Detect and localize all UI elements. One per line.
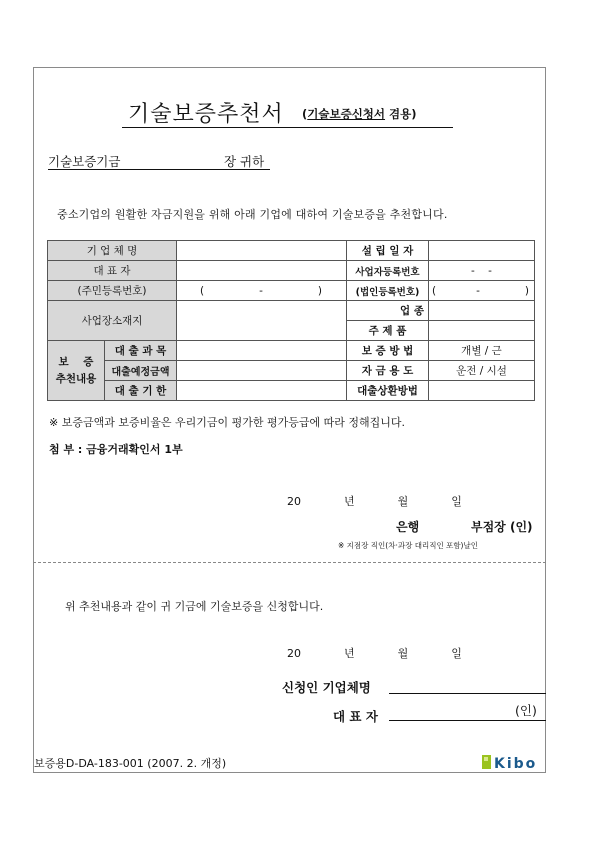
loan-period-field[interactable] [177,381,347,401]
label-resident-no: (주민등록번호) [48,281,177,301]
table-row [48,341,535,361]
kibo-logo [482,753,542,771]
repay-method-field[interactable] [429,381,535,401]
corp-reg-field[interactable]: ( - ) [429,281,535,301]
label-corp-reg-no: (법인등록번호) [347,281,429,301]
label-address: 사업장소재지 [48,301,177,341]
label-biz-reg-no: 사업자등록번호 [347,261,429,281]
recommendation-table [47,240,535,401]
addressee-honorific: 장 귀하 [224,154,265,169]
label-loan-period: 대 출 기 한 [105,381,177,401]
table-row [48,261,535,281]
label-guarantee-method: 보 증 방 법 [347,341,429,361]
main-product-field[interactable] [429,321,535,341]
label-repay-method: 대출상환방법 [347,381,429,401]
label-fund-use: 자 금 용 도 [347,361,429,381]
guarantee-method-value[interactable]: 개별 / 근 [429,341,535,361]
label-representative: 대 표 자 [48,261,177,281]
label-loan-amount: 대출예정금액 [105,361,177,381]
apply-text: 위 추천내용과 같이 귀 기금에 기술보증을 신청합니다. [65,600,324,613]
company-name-field[interactable] [177,241,347,261]
label-company-name: 기 업 체 명 [48,241,177,261]
applicant-label: 신청인 기업체명 [282,680,371,695]
resident-no-field[interactable]: ( - ) [177,281,347,301]
label-loan-subject: 대 출 과 목 [105,341,177,361]
fund-use-value[interactable]: 운전 / 시설 [429,361,535,381]
form-code: 보증용D-DA-183-001 (2007. 2. 개정) [34,757,227,770]
biz-reg-field[interactable]: - - [429,261,535,281]
bank-label: 은행 [396,520,420,534]
table-row [48,241,535,261]
table-row [48,381,535,401]
label-guarantee-rec: 보 증 추천내용 [48,341,105,401]
title-sub: (기술보증신청서 겸용) [302,107,417,121]
guarantee-note: ※ 보증금액과 보증비율은 우리기금이 평가한 평가등급에 따라 정해집니다. [49,416,405,429]
attachment-line: 첨 부 : 금융거래확인서 1부 [49,443,183,456]
svg-text:Kibo: Kibo [494,756,538,771]
cut-line [33,562,546,563]
applicant-name-field[interactable] [389,693,546,694]
kibo-logo-icon [482,753,542,771]
title-sub-underlined: 기술보증신청서 [307,107,386,121]
title-main: 기술보증추천서 [128,102,284,127]
address-field[interactable] [177,301,347,341]
document-title [122,101,453,128]
representative-name-field[interactable] [389,720,546,721]
label-industry: 업 종 [347,301,429,321]
established-field[interactable] [429,241,535,261]
branch-manager-seal: 부점장 (인) [471,520,533,534]
addressee-org: 기술보증기금 [48,154,121,169]
label-main-product: 주 제 품 [347,321,429,341]
industry-field[interactable] [429,301,535,321]
recommend-date: 20 년 월 일 [287,495,462,508]
table-row [48,361,535,381]
label-established: 설 립 일 자 [347,241,429,261]
table-row [48,281,535,301]
applicant-seal: (인) [515,703,537,718]
intro-text: 중소기업의 원활한 자금지원을 위해 아래 기업에 대하여 기술보증을 추천합니다. [57,208,448,221]
loan-subject-field[interactable] [177,341,347,361]
seal-note: ※ 지점장 직인(차·과장 대리직인 포함)날인 [338,541,478,550]
loan-amount-field[interactable] [177,361,347,381]
apply-date: 20 년 월 일 [287,647,462,660]
representative-field[interactable] [177,261,347,281]
table-row [48,301,535,321]
representative-label: 대 표 자 [333,709,378,724]
